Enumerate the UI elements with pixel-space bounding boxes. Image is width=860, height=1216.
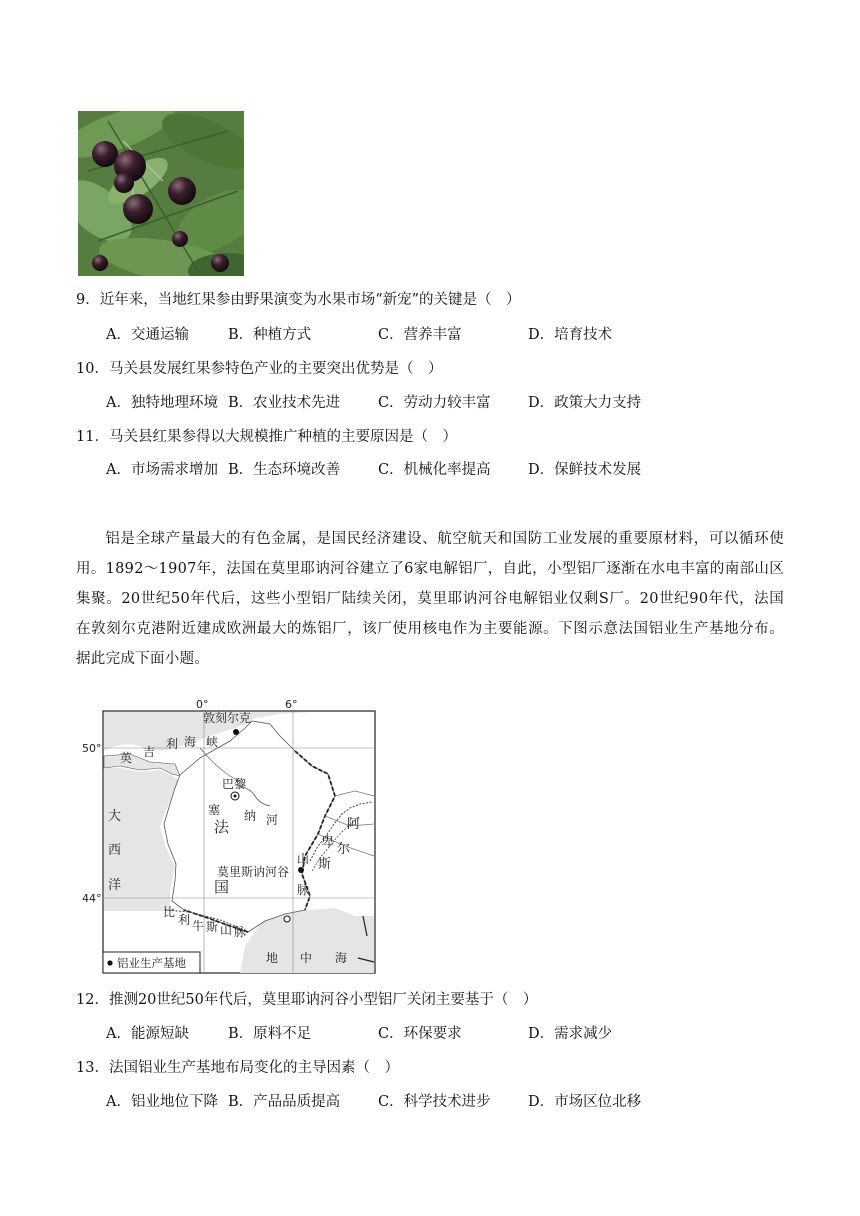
lon-label-6: 6° xyxy=(285,698,298,711)
option-c[interactable]: C．环保要求 xyxy=(378,1026,462,1042)
fruit-photo xyxy=(78,111,244,276)
question-11-stem: 11．马关县红果参得以大规模推广种植的主要原因是（ ） xyxy=(76,429,457,445)
med-char-1: 地 xyxy=(266,951,279,965)
seine-char-3: 河 xyxy=(266,813,279,827)
alps-char-6: 脉 xyxy=(297,883,310,897)
france-char-1: 法 xyxy=(214,818,230,836)
option-d[interactable]: D．需求减少 xyxy=(528,1026,613,1042)
pyrenees-char-2: 利 xyxy=(178,913,191,927)
maurienne-base-marker xyxy=(298,867,304,873)
question-12-stem: 12．推测20世纪50年代后，莫里耶讷河谷小型铝厂关闭主要基于（ ） xyxy=(76,992,538,1008)
alps-char-5: 山 xyxy=(297,852,310,866)
dunkirk-base-marker xyxy=(233,729,239,735)
seine-char-1: 塞 xyxy=(208,803,221,817)
question-9-stem: 9．近年来，当地红果参由野果演变为水果市场“新宠”的关键是（ ） xyxy=(76,292,521,308)
option-d[interactable]: D．保鲜技术发展 xyxy=(528,462,642,478)
passage-text: 铝是全球产量最大的有色金属，是国民经济建设、航空航天和国防工业发展的重要原材料，可以循环使用。1892～1907年，法国在莫里耶讷河谷建立了6家电解铝厂，自此，小型铝厂逐渐在水电丰富的南部山区集聚。20世纪50年代后，这些小型铝厂陆续关闭，莫里耶讷河谷电解铝业仅剩S厂。20世纪90年代，法国在敦刻尔克港附近建成欧洲最大的炼铝厂，该厂使用核电作为主要能源。下图示意法国铝业生产基地分布。据此完成下面小题。 xyxy=(76,531,784,667)
seine-char-2: 纳 xyxy=(244,809,257,823)
question-10-options xyxy=(106,393,806,413)
channel-char-1: 英 xyxy=(120,751,133,765)
reading-passage xyxy=(76,524,784,674)
alps-char-4: 斯 xyxy=(318,857,332,872)
question-13-stem: 13．法国铝业生产基地布局变化的主导因素（ ） xyxy=(76,1060,399,1076)
option-d[interactable]: D．市场区位北移 xyxy=(528,1094,642,1110)
pyrenees-char-1: 比 xyxy=(163,905,176,919)
question-9-options xyxy=(106,325,806,345)
option-a[interactable]: A．能源短缺 xyxy=(106,1026,189,1042)
alps-char-3: 卑 xyxy=(321,835,335,850)
lat-label-44: 44° xyxy=(82,892,102,905)
lon-label-0: 0° xyxy=(196,698,209,711)
option-c[interactable]: C．营养丰富 xyxy=(378,327,462,343)
channel-char-4: 海 xyxy=(184,735,197,749)
option-b[interactable]: B．农业技术先进 xyxy=(228,395,341,411)
pyrenees-char-4: 斯 xyxy=(206,920,219,934)
legend-label: 铝业生产基地 xyxy=(117,956,186,970)
paris-label: 巴黎 xyxy=(222,777,247,791)
option-d[interactable]: D．政策大力支持 xyxy=(528,395,642,411)
atlantic-char-2: 西 xyxy=(108,843,122,858)
question-10-stem: 10．马关县发展红果参特色产业的主要突出优势是（ ） xyxy=(76,361,443,377)
option-a[interactable]: A．独特地理环境 xyxy=(106,395,218,411)
france-aluminum-map xyxy=(80,696,380,976)
option-a[interactable]: A．铝业地位下降 xyxy=(106,1094,218,1110)
option-b[interactable]: B．产品品质提高 xyxy=(228,1094,341,1110)
channel-char-3: 利 xyxy=(166,737,179,751)
option-b[interactable]: B．种植方式 xyxy=(228,327,312,343)
lyon-marker xyxy=(284,916,290,922)
option-d[interactable]: D．培育技术 xyxy=(528,327,613,343)
option-a[interactable]: A．市场需求增加 xyxy=(106,462,218,478)
med-char-3: 海 xyxy=(335,951,348,965)
pyrenees-char-6: 脉 xyxy=(234,925,247,939)
atlantic-char-1: 大 xyxy=(108,809,122,824)
option-b[interactable]: B．生态环境改善 xyxy=(228,462,341,478)
alps-char-1: 阿 xyxy=(347,817,361,832)
option-c[interactable]: C．机械化率提高 xyxy=(378,462,491,478)
france-char-2: 国 xyxy=(214,878,230,896)
question-11-options xyxy=(106,460,806,480)
option-a[interactable]: A．交通运输 xyxy=(106,327,189,343)
question-12-options xyxy=(106,1024,806,1044)
legend-marker xyxy=(107,960,112,965)
alps-char-2: 尔 xyxy=(337,842,351,857)
pyrenees-char-5: 山 xyxy=(220,923,233,937)
lat-label-50: 50° xyxy=(82,742,102,755)
paris-marker xyxy=(234,795,237,798)
pyrenees-char-3: 牛 xyxy=(192,919,205,933)
option-c[interactable]: C．科学技术进步 xyxy=(378,1094,491,1110)
atlantic-char-3: 洋 xyxy=(108,878,122,893)
med-char-2: 中 xyxy=(300,951,313,965)
maurienne-label: 莫里斯讷河谷 xyxy=(217,865,290,879)
dunkirk-label: 敦刻尔克 xyxy=(203,711,252,725)
option-b[interactable]: B．原料不足 xyxy=(228,1026,312,1042)
channel-char-5: 峡 xyxy=(206,735,219,749)
option-c[interactable]: C．劳动力较丰富 xyxy=(378,395,491,411)
channel-char-2: 吉 xyxy=(143,745,156,759)
question-13-options xyxy=(106,1092,806,1112)
